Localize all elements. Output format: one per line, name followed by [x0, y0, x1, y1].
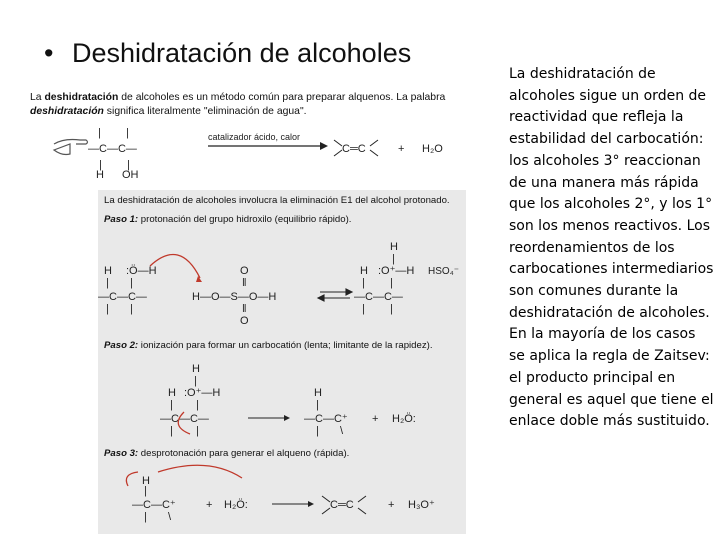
step3-curved-arrow-a	[126, 472, 138, 486]
step3-curved-arrow-b	[158, 465, 242, 478]
reaction-arrowhead	[320, 142, 328, 150]
svg-text:C═C: C═C	[342, 143, 366, 155]
svg-text:—C—C—: —C—C—	[88, 143, 137, 155]
svg-text:OH: OH	[122, 169, 139, 181]
svg-text:O: O	[240, 265, 249, 277]
carbocation	[304, 387, 348, 437]
svg-text:H: H	[168, 387, 176, 399]
mechanism-heading: La deshidratación de alcoholes involucra la eliminación E1 del alcohol protonado.	[104, 195, 450, 206]
svg-text:—C—C—: —C—C—	[354, 291, 403, 303]
pointing-hand-icon	[54, 140, 88, 155]
svg-text:—C—C⁺: —C—C⁺	[304, 413, 348, 425]
step1-text: protonación del grupo hidroxilo (equilibrio rápido).	[138, 214, 352, 225]
general-reaction-diagram	[30, 88, 470, 186]
svg-text:|: |	[362, 303, 365, 315]
svg-text:H: H	[314, 387, 322, 399]
svg-text::Ö—H: :Ö—H	[126, 265, 157, 277]
svg-text:O: O	[240, 315, 249, 327]
step3-water: H₂Ö:	[224, 499, 248, 511]
step3-alkene	[322, 496, 366, 514]
title-bullet: •	[44, 38, 54, 68]
reaction-condition-label: catalizador ácido, calor	[208, 132, 301, 142]
svg-text:|: |	[144, 485, 147, 497]
svg-text:H: H	[142, 475, 150, 487]
svg-text:|: |	[106, 277, 109, 289]
svg-text:|: |	[98, 127, 101, 139]
svg-text:‖: ‖	[242, 277, 247, 289]
slide-title	[44, 38, 484, 69]
svg-text:—C—C—: —C—C—	[98, 291, 147, 303]
equilibrium-arrows	[318, 289, 352, 301]
svg-text:|: |	[126, 127, 129, 139]
svg-text:\: \	[340, 425, 344, 437]
svg-text:+: +	[388, 499, 395, 511]
intro-line1-pre: La	[30, 92, 45, 103]
svg-text:C═C: C═C	[330, 499, 354, 511]
svg-text:‖: ‖	[242, 303, 247, 315]
step1-alcohol	[98, 265, 157, 315]
svg-text:|: |	[130, 303, 133, 315]
step3-text: desprotonación para generar el alqueno (rápida).	[138, 448, 350, 459]
svg-text:|: |	[390, 277, 393, 289]
intro-line1-post: de alcoholes es un método común para preparar alquenos. La palabra	[118, 92, 446, 103]
svg-text:|: |	[194, 375, 197, 387]
body-paragraph: La deshidratación de alcoholes sigue un orden de reactividad que refleja la estabilidad del carbocatión: los alcoholes 3° reaccionan de una manera más rápida que los alcoholes 2°, y los 1° son los menos reactivos. Los reordenamientos de los carbocationes intermediarios son comunes durante la deshidratación de alcoholes. En la mayoría de los casos se aplica la regla de Zaitsev: el producto principal en general es aquel que tiene el enlace doble más sustituido.	[509, 66, 714, 430]
step3-carbocation	[132, 475, 176, 523]
water-byproduct: H₂O	[422, 143, 443, 155]
mechanism-panel	[98, 190, 466, 534]
protonated-alcohol	[354, 241, 414, 315]
hydronium-ion: H₃O⁺	[408, 499, 435, 511]
svg-text:|: |	[106, 303, 109, 315]
water-molecule: H₂Ö:	[392, 413, 416, 425]
svg-text:—C—C—: —C—C—	[160, 413, 209, 425]
svg-text:\: \	[168, 511, 172, 523]
svg-text:H: H	[360, 265, 368, 277]
svg-text::O⁺—H: :O⁺—H	[184, 387, 221, 399]
svg-text:+: +	[206, 499, 213, 511]
svg-text:|: |	[170, 399, 173, 411]
svg-text:H: H	[390, 241, 398, 253]
intro-line1-bold: deshidratación	[44, 92, 119, 103]
svg-text:|: |	[196, 399, 199, 411]
svg-text:|: |	[99, 159, 102, 171]
svg-text:|: |	[144, 511, 147, 523]
intro-line2-post: significa literalmente "eliminación de agua".	[103, 106, 307, 117]
intro-panel	[30, 88, 470, 186]
svg-text:|: |	[316, 425, 319, 437]
svg-text:H: H	[96, 169, 104, 181]
step1-curved-arrow	[150, 254, 200, 278]
svg-text:|: |	[170, 425, 173, 437]
svg-text:|: |	[316, 399, 319, 411]
svg-text:—C—C⁺: —C—C⁺	[132, 499, 176, 511]
bisulfate-ion: HSO₄⁻	[428, 266, 460, 277]
svg-text:|: |	[362, 277, 365, 289]
svg-text:+: +	[372, 413, 379, 425]
alcohol-reactant	[88, 127, 139, 181]
step3-label: Paso 3:	[104, 448, 139, 459]
mechanism-diagram	[98, 190, 466, 534]
svg-text::O⁺—H: :O⁺—H	[378, 265, 415, 277]
svg-text:|: |	[392, 253, 395, 265]
svg-text:H: H	[104, 265, 112, 277]
svg-text:|: |	[127, 159, 130, 171]
svg-text:|: |	[390, 303, 393, 315]
alkene-product	[334, 140, 378, 156]
svg-text:|: |	[130, 277, 133, 289]
svg-text:H—O—S—O—H: H—O—S—O—H	[192, 291, 277, 303]
step2-protonated	[160, 363, 220, 437]
svg-text:+: +	[398, 143, 405, 155]
intro-line2-bold: deshidratación	[30, 106, 104, 117]
step1-label: Paso 1:	[104, 214, 139, 225]
step2-text: ionización para formar un carbocatión (lenta; limitante de la rapidez).	[138, 340, 433, 351]
svg-text:H: H	[192, 363, 200, 375]
title-text: Deshidratación de alcoholes	[72, 38, 412, 68]
svg-text:|: |	[196, 425, 199, 437]
step2-label: Paso 2:	[104, 340, 139, 351]
sulfuric-acid	[192, 265, 276, 327]
